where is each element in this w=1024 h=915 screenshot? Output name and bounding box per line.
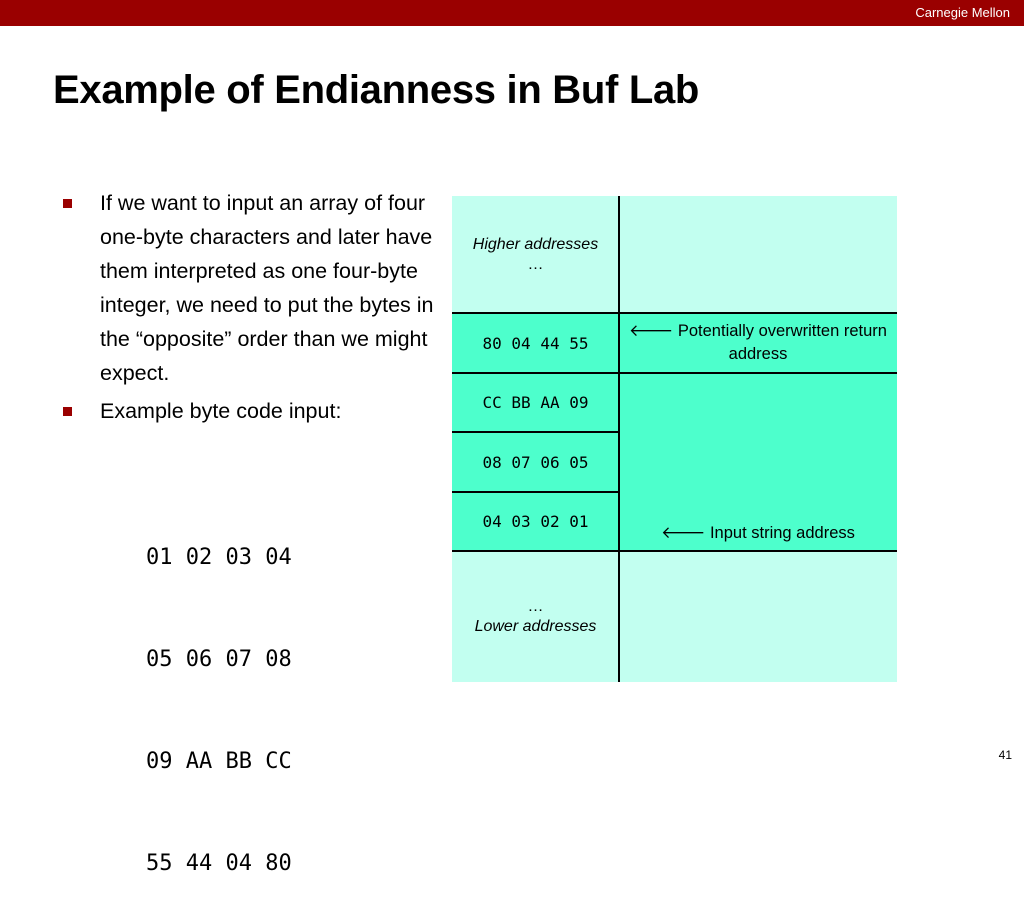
header-bar bbox=[0, 0, 1024, 26]
square-bullet-icon bbox=[63, 199, 72, 208]
square-bullet-icon bbox=[63, 407, 72, 416]
divider-line bbox=[452, 431, 619, 433]
bullet-text: Example byte code input: bbox=[100, 399, 342, 423]
stack-row bbox=[452, 492, 619, 551]
bullet-item bbox=[58, 186, 443, 390]
higher-addresses-label: Higher addresses bbox=[472, 235, 599, 253]
byte-value: 04 03 02 01 bbox=[482, 512, 589, 531]
lower-addresses-cell bbox=[452, 551, 619, 682]
divider-line bbox=[452, 312, 897, 314]
divider-line bbox=[452, 372, 897, 374]
divider-line bbox=[452, 491, 619, 493]
stack-row bbox=[452, 432, 619, 492]
stack-row-return bbox=[452, 313, 619, 373]
divider-line bbox=[452, 550, 897, 552]
ellipsis: … bbox=[527, 255, 544, 273]
input-string-note-cell bbox=[619, 373, 897, 551]
university-name: Carnegie Mellon bbox=[915, 5, 1010, 20]
byte-value: CC BB AA 09 bbox=[482, 393, 589, 412]
bullet-item bbox=[58, 394, 443, 428]
left-arrow-icon: 🡐 bbox=[629, 322, 674, 340]
slide-title: Example of Endianness in Buf Lab bbox=[53, 68, 700, 112]
empty-annotation-cell bbox=[619, 196, 897, 313]
input-string-text: Input string address bbox=[709, 524, 855, 542]
byte-code-block bbox=[146, 473, 292, 915]
bullet-list bbox=[58, 186, 443, 428]
ellipsis: … bbox=[527, 597, 544, 615]
lower-addresses-label: Lower addresses bbox=[474, 617, 597, 635]
page-number: 41 bbox=[998, 748, 1012, 762]
return-address-note-cell bbox=[619, 313, 897, 373]
bullet-text: If we want to input an array of four one-byte characters and later have them interpreted as one four-byte integer, we need to put the bytes in the “opposite” order than we might expect. bbox=[100, 191, 434, 385]
divider-line bbox=[618, 196, 620, 682]
code-line: 09 AA BB CC bbox=[146, 749, 292, 774]
byte-value: 80 04 44 55 bbox=[482, 333, 589, 353]
empty-annotation-cell bbox=[619, 551, 897, 682]
input-string-note bbox=[661, 522, 855, 545]
stack-row bbox=[452, 373, 619, 432]
left-arrow-icon: 🡐 bbox=[661, 524, 706, 542]
code-line: 05 06 07 08 bbox=[146, 647, 292, 672]
return-address-note bbox=[619, 320, 897, 366]
return-address-text: Potentially overwritten return address bbox=[677, 322, 887, 363]
code-line: 01 02 03 04 bbox=[146, 545, 292, 570]
code-line: 55 44 04 80 bbox=[146, 851, 292, 876]
byte-value: 08 07 06 05 bbox=[482, 452, 589, 472]
higher-addresses-cell bbox=[452, 196, 619, 313]
